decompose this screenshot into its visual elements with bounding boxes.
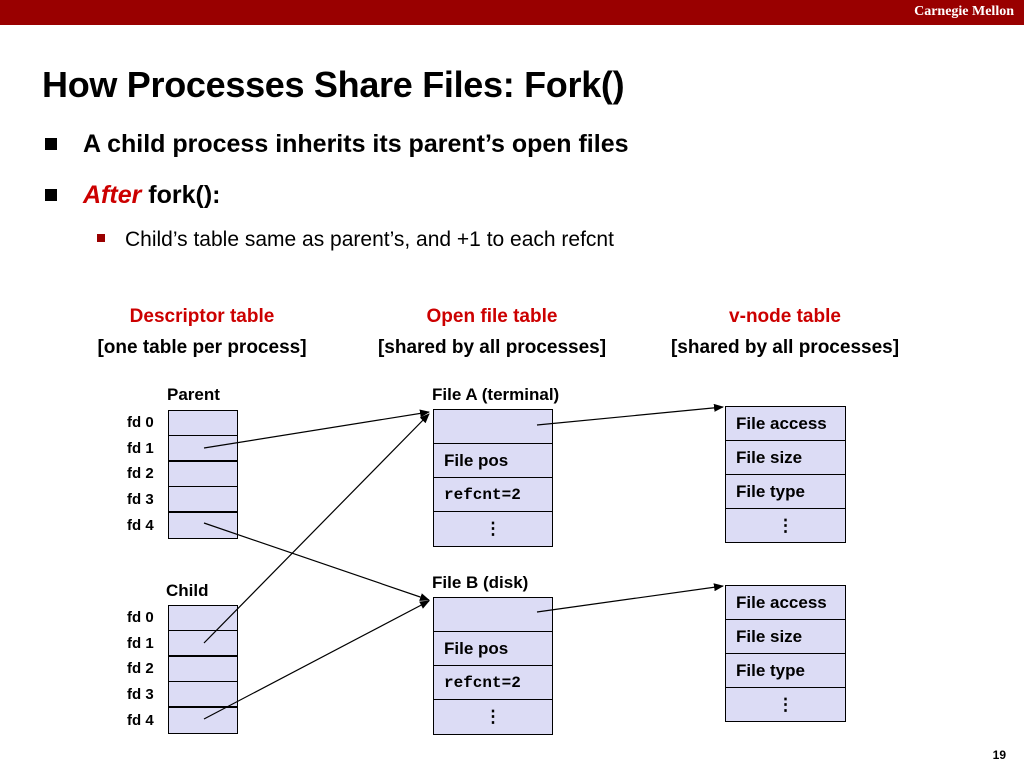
column-subtitle: [one table per process]: [97, 337, 307, 358]
vnode-b-size: File size: [725, 619, 846, 654]
column-title: Descriptor table: [129, 306, 275, 327]
file-b-label: File B (disk): [432, 573, 529, 592]
bullet-accent: After: [83, 181, 142, 209]
vnode-b-access: File access: [725, 585, 846, 620]
parent-fd-label: fd 4: [127, 517, 154, 534]
file-b-refcnt: refcnt=2: [433, 665, 553, 700]
vnode-a-more: ⋮: [725, 508, 846, 543]
vnode-b-type: File type: [725, 653, 846, 688]
sub-bullet-text: Child’s table same as parent’s, and +1 to each refcnt: [125, 228, 614, 251]
child-fd-label: fd 3: [127, 686, 154, 703]
slide-title: How Processes Share Files: Fork(): [42, 64, 625, 105]
column-title: Open file table: [426, 306, 558, 327]
column-subtitle: [shared by all processes]: [670, 337, 900, 358]
vnode-a-size: File size: [725, 440, 846, 475]
column-subtitle: [shared by all processes]: [377, 337, 607, 358]
child-fd-label: fd 2: [127, 660, 154, 677]
column-title: v-node table: [729, 306, 841, 327]
arrow-file-a-to-vnode-a: [537, 407, 723, 425]
file-a-pos: File pos: [433, 443, 553, 478]
parent-fd-label: fd 2: [127, 465, 154, 482]
file-b-pos: File pos: [433, 631, 553, 666]
file-a-label: File A (terminal): [432, 385, 560, 404]
arrow-file-b-to-vnode-b: [537, 586, 723, 612]
bullet-rest: fork():: [141, 181, 221, 209]
vnode-a-type: File type: [725, 474, 846, 509]
arrow-parent-fd4-to-file-b: [204, 523, 429, 600]
bullet-text: A child process inherits its parent’s open files: [83, 130, 629, 158]
vnode-a-access: File access: [725, 406, 846, 441]
arrow-child-fd4-to-file-b: [204, 601, 429, 719]
file-a-more: ⋮: [433, 511, 553, 547]
parent-fd-label: fd 1: [127, 440, 154, 457]
child-fd-label: fd 0: [127, 609, 154, 626]
file-a-refcnt: refcnt=2: [433, 477, 553, 512]
arrow-parent-fd1-to-file-a: [204, 412, 429, 448]
vnode-b-more: ⋮: [725, 687, 846, 722]
parent-fd-label: fd 0: [127, 414, 154, 431]
file-b-more: ⋮: [433, 699, 553, 735]
child-fd-label: fd 4: [127, 712, 154, 729]
page-number: 19: [992, 748, 1006, 762]
child-label: Child: [166, 581, 209, 600]
parent-fd-label: fd 3: [127, 491, 154, 508]
arrow-child-fd1-to-file-a: [204, 414, 429, 643]
child-fd-label: fd 1: [127, 635, 154, 652]
parent-label: Parent: [167, 385, 220, 404]
brand-name: Carnegie Mellon: [914, 4, 1014, 19]
